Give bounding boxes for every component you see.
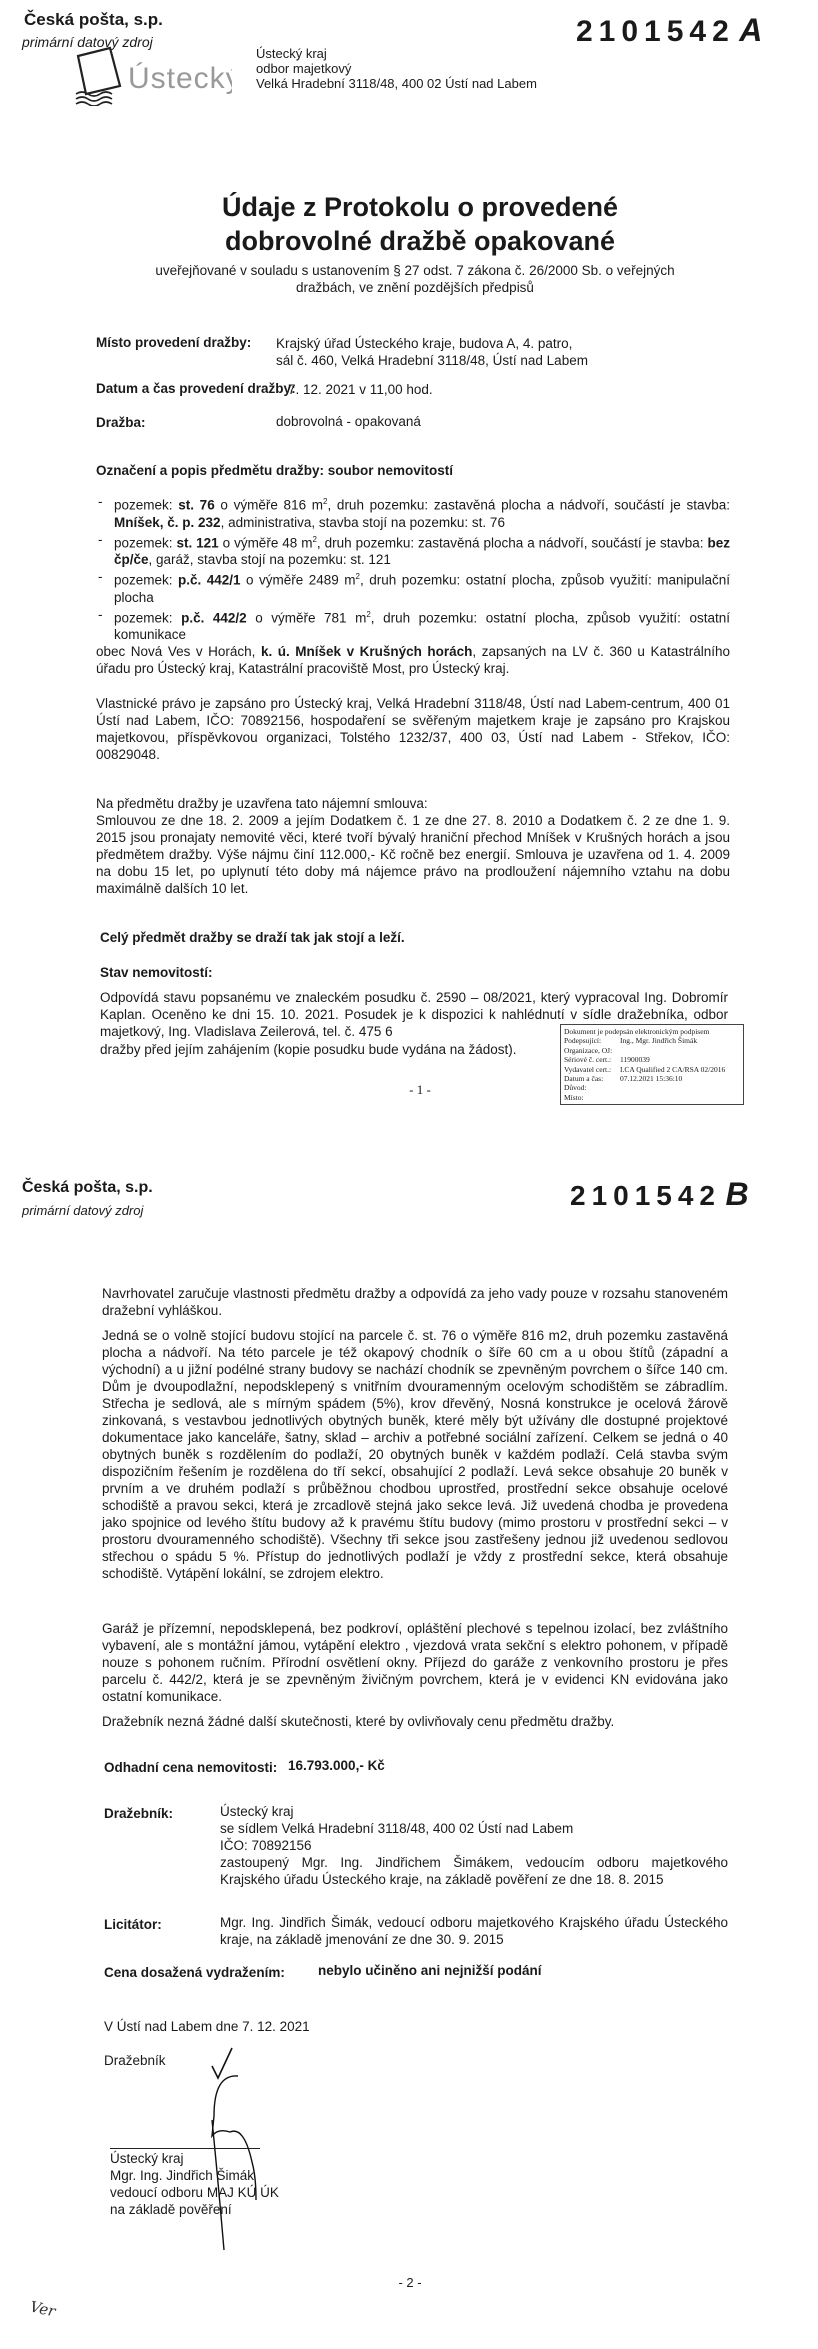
sender-subtitle: primární datový zdroj <box>22 1203 144 1218</box>
address-line: Ústecký kraj <box>256 46 327 61</box>
document-number-value: 2101542 <box>576 15 735 48</box>
title-line: dobrovolné dražbě opakované <box>224 226 616 256</box>
municipality-text: obec Nová Ves v Horách, k. ú. Mníšek v Krušných horách, zapsaných na LV č. 360 u Katastrálního úřadu pro Ústecký kraj, Katastrální pracoviště Most, pro Ústecký kraj. <box>96 644 731 676</box>
estimate-value: 16.793.000,- Kč <box>288 1758 385 1773</box>
licitator-value: Mgr. Ing. Jindřich Šimák, vedoucí odboru majetkového Krajského úřadu Ústeckého kraje, na základě jmenování ze dne 30. 9. 2015 <box>220 1915 728 1947</box>
page-number: - 1 - <box>409 1082 431 1097</box>
subtitle-line: uveřejňované v souladu s ustanovením § 27 odst. 7 zákona č. 26/2000 Sb. o veřejných <box>155 263 675 278</box>
stamp-row: Podepsující: Ing., Mgr. Jindřich Šimák <box>564 1036 698 1046</box>
state-heading: Stav nemovitostí: <box>100 965 213 980</box>
auctioneer-label: Dražebník: <box>104 1806 174 1821</box>
sender-name: Česká pošta, s.p. <box>22 1179 153 1196</box>
stamp-row: Organizace, OJ: <box>564 1045 613 1055</box>
field-label-datetime: Datum a čas provedení dražby: <box>96 381 296 396</box>
state-text: Odpovídá stavu popsanému ve znaleckém posudku č. 2590 – 08/2021, který vypracoval Ing. Dobromír Kaplan. Oceněno ke dni 15. 10. 2021. Posudek je k dispozici k nahlédnutí v sídle dražebníka, odbor majetkový, Ing. Vladislava Zeilerová, tel. č. 475 6 <box>100 990 728 1039</box>
stamp-row: Vydavatel cert.: I.CA Qualified 2 CA/RSA 02/2016 <box>564 1064 726 1074</box>
field-label-auction-type: Dražba: <box>96 415 146 430</box>
handwritten-signature-icon <box>190 2020 280 2260</box>
property-item: - pozemek: p.č. 442/2 o výměře 781 $m^2$, druh pozemku: ostatní plocha, způsob využití: ostatní komunikace <box>96 606 730 644</box>
document-letter: B <box>725 1176 749 1212</box>
ustecky-kraj-logo <box>72 44 232 106</box>
logo-text: Ústecký <box>128 62 232 95</box>
electronic-signature-stamp <box>560 1024 744 1105</box>
price-value: nebylo učiněno ani nejnižší podání <box>318 1963 542 1978</box>
logo-emblem-icon <box>72 44 232 106</box>
signer-label: Dražebník <box>104 2053 166 2068</box>
licitator-label: Licitátor: <box>104 1917 162 1932</box>
auctioneer-line: Ústecký kraj <box>220 1804 294 1819</box>
sender-name: Česká pošta, s.p. <box>24 10 163 29</box>
field-value-line: sál č. 460, Velká Hradební 3118/48, Ústí nad Labem <box>276 353 588 368</box>
signature-block-line: vedoucí odboru MAJ KÚ ÚK <box>110 2185 279 2200</box>
stamp-row: Důvod: <box>564 1083 587 1093</box>
place-date: V Ústí nad Labem dne 7. 12. 2021 <box>104 2019 310 2034</box>
document-subtitle <box>90 262 740 296</box>
estimate-label: Odhadní cena nemovitosti: <box>104 1760 278 1775</box>
property-list <box>96 493 730 643</box>
stamp-row: Sériové č. cert.: 11900039 <box>564 1055 650 1065</box>
document-letter: A <box>739 12 763 48</box>
field-value-datetime: 7. 12. 2021 v 11,00 hod. <box>288 382 433 397</box>
ownership-text: Vlastnické právo je zapsáno pro Ústecký kraj, Velká Hradební 3118/48, Ústí nad Labem-centrum, 400 01 Ústí nad Labem, IČO: 70892156, hospodaření se svěřeným majetkem kraje je zapsáno pro Krajskou majetkovou, příspěvkovou organizaci, Tolstého 1232/37, 400 03, Ústí nad Labem - Střekov, IČO: 00829048. <box>96 696 730 762</box>
auctioneer-line: IČO: 70892156 <box>220 1838 312 1853</box>
property-item: - pozemek: st. 121 o výměře 48 $m^2$, druh pozemku: zastavěná plocha a nádvoří, součástí je stavba: bez čp/če, garáž, stavba stojí na pozemku: st. 121 <box>96 531 730 569</box>
address-line: Velká Hradební 3118/48, 400 02 Ústí nad Labem <box>256 76 537 91</box>
subtitle-line: dražbách, ve znění pozdějších předpisů <box>296 280 534 295</box>
signature-block-line: Ústecký kraj <box>110 2151 184 2166</box>
document-number <box>576 12 762 49</box>
auctioneer-details <box>220 1803 728 1888</box>
as-is-statement: Celý předmět dražby se draží tak jak stojí a leží. <box>100 930 405 945</box>
building-description: Jedná se o volně stojící budovu stojící na parcele č. st. 76 o výměře 816 m2, druh pozemku zastavěná plocha a nádvoří. Na této parcele je též okapový chodník o šíře 60 cm a u obou štítů (západní a východní) a u jižní podélné strany budovy se nachází chodník se zpevněným povrchem o šířce 140 cm. Dům je dvoupodlažní, nepodsklepený s vnitřním dvouramenným ocelovým schodištěm se zábradlím. Střecha je sedlová, ale s mírným spádem (5%), krov dřevěný, Nosná konstrukce je ocelová žárově zinkovaná, s vestavbou jednotlivých obytných buněk, které měly být užívány dle dostupné projektové dokumentace jako kanceláře, šatny, sklad – archiv a potřebné sociální zařízení. Celkem se jedná o 40 obytných buněk s rozdělením do podlaží, 20 obytných buněk v každém podlaží. Celá stavba svým dispozičním řešením je rozdělena do tří sekcí, obsahující 2 podlaží. Levá sekce obsahuje 20 buněk v prvním a ve druhém podlaží s průběžnou chodbou uprostřed, prostřední sekce obsahuje ocelové schodiště a pravou sekci, která je zrcadlově stejná jako sekce levá. Již uvedená chodba je provedena jako spojnice od levého štítu budovy až k pravému štítu budovy (mimo prostoru v prostřední sekci – v prostoru dvouramenného schodiště). Všechny tři sekce jsou zastřešeny jednou již uvedenou sedlovou střechou o spádu 5 %. Přístup do jednotlivých podlaží je vždy z prostřední sekce, která obsahuje schodiště. Vytápění lokální, se zdrojem elektro. <box>102 1328 728 1581</box>
garage-description: Garáž je přízemní, nepodsklepená, bez podkroví, opláštění plechové s tepelnou izolací, bez zvláštního vybavení, ale s montážní jámou, vytápění elektro , vjezdová vrata sekční s elektro pohonem, v případě nouze s pohonem ručním. Přírodní osvětlení okny. Příjezd do garáže z venkovního prostoru je přes parcelu č. 442/2, která je se zpevněným živičným povrchem, která je v evidenci KN evidována jako ostatní komunikace. <box>102 1621 728 1704</box>
signature-block-line: Mgr. Ing. Jindřich Šimák <box>110 2168 255 2183</box>
property-item: - pozemek: st. 76 o výměře 816 $m^2$, druh pozemku: zastavěná plocha a nádvoří, součástí je stavba: Mníšek, č. p. 232, administrativa, stavba stojí na pozemku: st. 76 <box>96 493 730 531</box>
state-text-end: dražby před jejím zahájením (kopie posudku bude vydána na žádost). <box>100 1042 517 1057</box>
document-number <box>570 1176 749 1213</box>
field-label-place: Místo provedení dražby: <box>96 335 252 350</box>
price-label: Cena dosažená vydražením: <box>104 1965 285 1980</box>
auctioneer-line: se sídlem Velká Hradební 3118/48, 400 02 Ústí nad Labem <box>220 1821 574 1836</box>
document-title <box>90 190 750 258</box>
page-number: - 2 - <box>398 2275 422 2290</box>
recipient-address <box>256 46 537 91</box>
stamp-header: Dokument je podepsán elektronickým podpisem <box>564 1027 710 1036</box>
stamp-row: Datum a čas: 07.12.2021 15:36:10 <box>564 1074 683 1084</box>
signature-block-line: na základě pověření <box>110 2202 232 2217</box>
lease-heading: Na předmětu dražby je uzavřena tato nájemní smlouva: <box>96 796 428 811</box>
no-other-facts: Dražebník nezná žádné další skutečnosti, které by ovlivňovaly cenu předmětu dražby. <box>102 1714 615 1729</box>
property-item: - pozemek: p.č. 442/1 o výměře 2489 $m^2$, druh pozemku: ostatní plocha, způsob využití: manipulační plocha <box>96 568 730 606</box>
signature-line <box>110 2148 260 2149</box>
document-number-value: 2101542 <box>570 1180 722 1211</box>
lease-text: Smlouvou ze dne 18. 2. 2009 a jejím Dodatkem č. 1 ze dne 27. 8. 2010 a Dodatkem č. 2 ze dne 1. 9. 2015 jsou pronajaty nemovité věci, které tvoří bývalý hraniční přechod Mníšek v Krušných horách a jsou předmětem dražby. Výše nájmu činí 112.000,- Kč ročně bez energií. Smlouva je uzavřena od 1. 4. 2009 na dobu 15 let, po uplynutí této doby má nájemce právo na prodloužení nájemního vztahu na dobu maximálně dalších 10 let. <box>96 813 730 896</box>
title-line: Údaje z Protokolu o provedené <box>221 192 619 222</box>
field-value-line: Krajský úřad Ústeckého kraje, budova A, 4. patro, <box>276 336 573 351</box>
stamp-row: Místo: <box>564 1092 584 1102</box>
auctioneer-representative: zastoupený Mgr. Ing. Jindřichem Šimákem, vedoucím odboru majetkového Krajského úřadu Ústeckého kraje, na základě pověření ze dne 18. 8. 2015 <box>220 1855 728 1887</box>
subject-heading: Označení a popis předmětu dražby: soubor nemovitostí <box>96 463 454 478</box>
handwritten-note: Ver <box>28 2297 58 2321</box>
address-line: odbor majetkový <box>256 61 352 76</box>
warranty-text: Navrhovatel zaručuje vlastnosti předmětu dražby a odpovídá za jeho vady pouze v rozsahu stanoveném dražební vyhláškou. <box>102 1286 728 1318</box>
signature-block <box>110 2150 279 2218</box>
field-value-place <box>276 335 728 369</box>
sender-subtitle: primární datový zdroj <box>22 34 153 50</box>
field-value-auction-type: dobrovolná - opakovaná <box>276 414 421 429</box>
